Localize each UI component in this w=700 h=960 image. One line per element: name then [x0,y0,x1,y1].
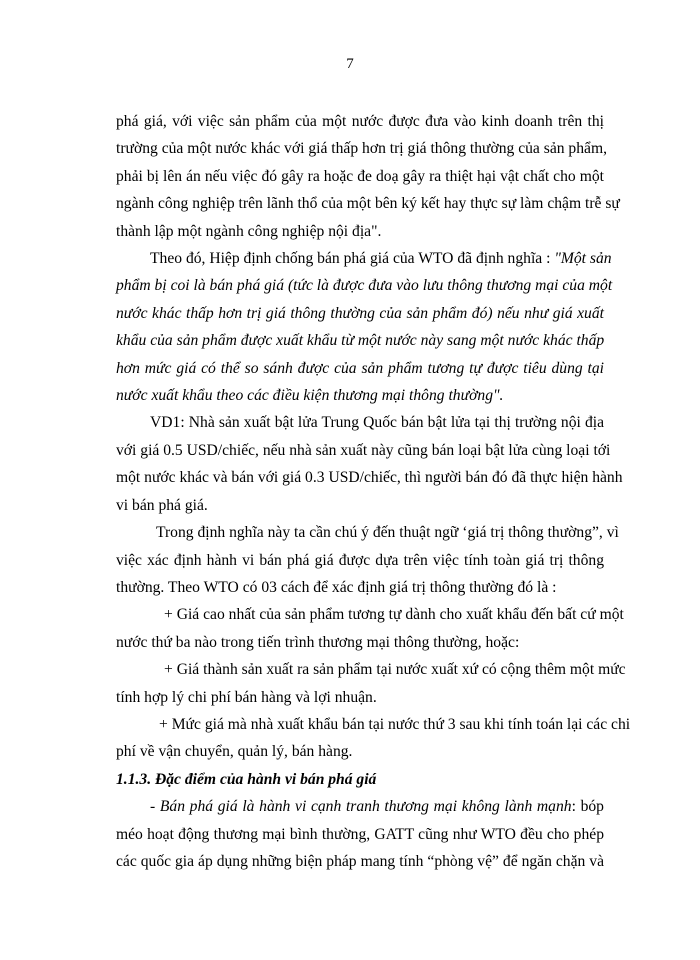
paragraph-wto-definition [116,245,613,409]
section-heading: 1.1.3. Đặc điểm của hành vi bán phá giá [116,770,377,788]
text-line: + Giá cao nhất của sản phẩm tương tự dành cho xuất khẩu đến bất cứ một [164,606,624,624]
text-line: việc xác định hành vi bán phá giá được dựa trên việc tính toàn giá trị thông [116,551,604,569]
bullet-item [116,711,631,766]
bullet-item [116,656,626,711]
text-line: méo hoạt động thương mại bình thường, GATT cũng như WTO đều cho phép [116,825,604,843]
text-line: ngành công nghiệp trên lãnh thổ của một bên ký kết hay thực sự làm chậm trễ sự [116,195,620,213]
quote-line: nước xuất khẩu theo các điều kiện thương mại thông thường". [116,387,504,405]
quote-line: hơn mức giá có thể so sánh được của sản phẩm tương tự được tiêu dùng tại [116,359,604,377]
quote-line: nước khác thấp hơn trị giá thông thường của sản phẩm đó) nếu như giá xuất [116,304,604,322]
text-line: thường. Theo WTO có 03 cách để xác định giá trị thông thường đó là : [116,578,557,596]
text-line: trường của một nước khác với giá thấp hơn trị giá thông thường của sản phẩm, [116,140,607,158]
text-line: thành lập một ngành công nghiệp nội địa". [116,222,382,240]
paragraph-normal-value [116,519,619,601]
text-lead-italic: - Bán phá giá là hành vi cạnh tranh thương mại không lành mạnh [150,798,572,816]
text-line: một nước khác và bán với giá 0.3 USD/chiếc, thì người bán đó đã thực hiện hành [116,469,623,487]
paragraph-characteristics [116,793,604,875]
text-lead: Theo đó, Hiệp định chống bán phá giá của WTO đã định nghĩa : [150,250,555,268]
text-line: vi bán phá giá. [116,496,208,514]
text-line: phá giá, với việc sản phẩm của một nước được đưa vào kinh doanh trên thị [116,113,604,130]
text-line: phí về vận chuyển, quản lý, bán hàng. [116,743,353,761]
text-line: với giá 0.5 USD/chiếc, nếu nhà sản xuất này cũng bán loại bật lửa cùng loại tới [116,441,611,459]
text-line: các quốc gia áp dụng những biện pháp mang tính “phòng vệ” để ngăn chặn và [116,852,604,870]
quote-line: phẩm bị coi là bán phá giá (tức là được đưa vào lưu thông thương mại của một [116,277,613,295]
text-line: + Giá thành sản xuất ra sản phẩm tại nước xuất xứ có cộng thêm một mức [164,661,626,679]
page-number: 7 [346,56,354,72]
paragraph-definition-continued [116,108,620,245]
text-line: nước thứ ba nào trong tiến trình thương mại thông thường, hoặc: [116,633,520,651]
quote-line: khẩu của sản phẩm được xuất khẩu từ một nước này sang một nước khác thấp [116,332,605,350]
bullet-item [116,601,624,656]
text-line: VD1: Nhà sản xuất bật lửa Trung Quốc bán bật lửa tại thị trường nội địa [150,414,604,432]
text-line: tính hợp lý chi phí bán hàng và lợi nhuận. [116,688,377,706]
quote-start: "Một sản [554,250,612,268]
body-text [116,108,631,875]
text-continuation: : bóp [571,798,604,816]
text-line: phải bị lên án nếu việc đó gây ra hoặc đe doạ gây ra thiệt hại vật chất cho một [116,167,604,185]
text-line [116,793,604,820]
text-line: + Mức giá mà nhà xuất khẩu bán tại nước thứ 3 sau khi tính toán lại các chi [159,715,631,733]
text-line: Trong định nghĩa này ta cần chú ý đến thuật ngữ ‘giá trị thông thường”, vì [156,524,619,542]
text-line [116,245,612,272]
paragraph-example [116,409,623,519]
